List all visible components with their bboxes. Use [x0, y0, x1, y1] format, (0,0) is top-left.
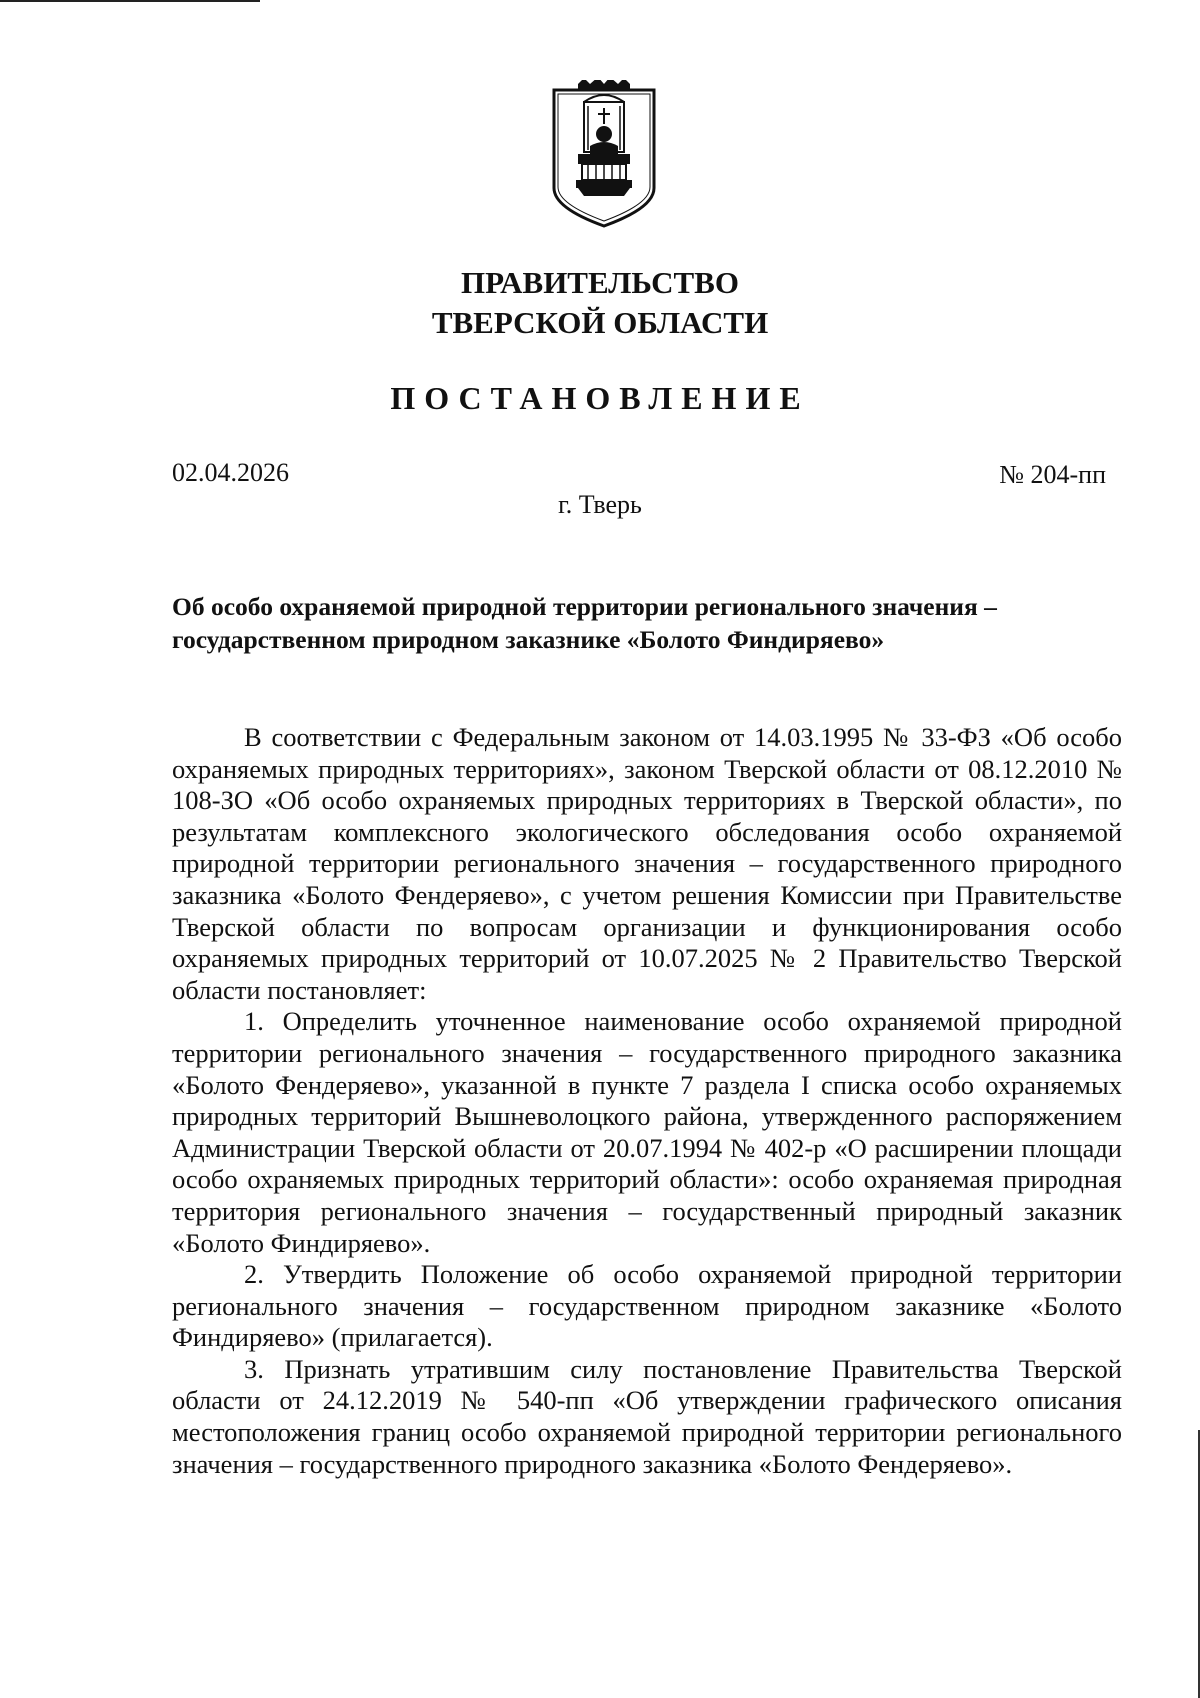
preamble-paragraph: В соответствии с Федеральным законом от 14.03.1995 № 33-ФЗ «Об особо охраняемых природных территориях», законом Тверской области от 08.12.2010 № 108-ЗО «Об особо охраняемых природных территориях в Тверской области», по результатам комплексного экологического обследования особо охраняемой природной территории регионального значения – государственного природного заказника «Болото Фендеряево», с учетом решения Комиссии при Правительстве Тверской области по вопросам организации и функционирования особо охраняемых природных территорий от 10.07.2025 № 2 Правительство Тверской области постановляет:	[172, 722, 1122, 1005]
item-1-paragraph: 1. Определить уточненное наименование особо охраняемой природной территории регионального значения – государственного природного заказника «Болото Фендеряево», указанной в пункте 7 раздела I списка особо охраняемых природных территорий Вышневолоцкого района, утвержденного распоряжением Администрации Тверской области от 20.07.1994 № 402-р «О расширении площади особо охраняемых природных территорий области»: особо охраняемая природная территория регионального значения – государственный природный заказник «Болото Финдиряево».	[172, 1006, 1122, 1258]
document-number: № 204-пп	[999, 460, 1106, 489]
document-type: ПОСТАНОВЛЕНИЕ	[390, 380, 810, 416]
item-3-paragraph: 3. Признать утратившим силу постановление Правительства Тверской области от 24.12.2019 № 540-пп «Об утверждении графического описания местоположения границ особо охраняемой природной территории регионального значения – государственного природного заказника «Болото Фендеряево».	[172, 1353, 1122, 1479]
government-title-line2: ТВЕРСКОЙ ОБЛАСТИ	[431, 305, 769, 340]
document-heading: Об особо охраняемой природной территории регионального значения – государственном природном заказнике «Болото Финдиряево»	[172, 592, 997, 654]
government-title	[0, 263, 1200, 343]
coat-of-arms-icon	[548, 80, 660, 230]
item-2-paragraph: 2. Утвердить Положение об особо охраняемой природной территории регионального значения – государственном природном заказнике «Болото Финдиряево» (прилагается).	[172, 1259, 1122, 1353]
document-city: г. Тверь	[558, 490, 642, 519]
document-date: 02.04.2026	[172, 458, 289, 487]
government-title-line1: ПРАВИТЕЛЬСТВО	[461, 265, 739, 300]
document-body	[172, 722, 1122, 1480]
scan-edge-top	[0, 0, 260, 2]
